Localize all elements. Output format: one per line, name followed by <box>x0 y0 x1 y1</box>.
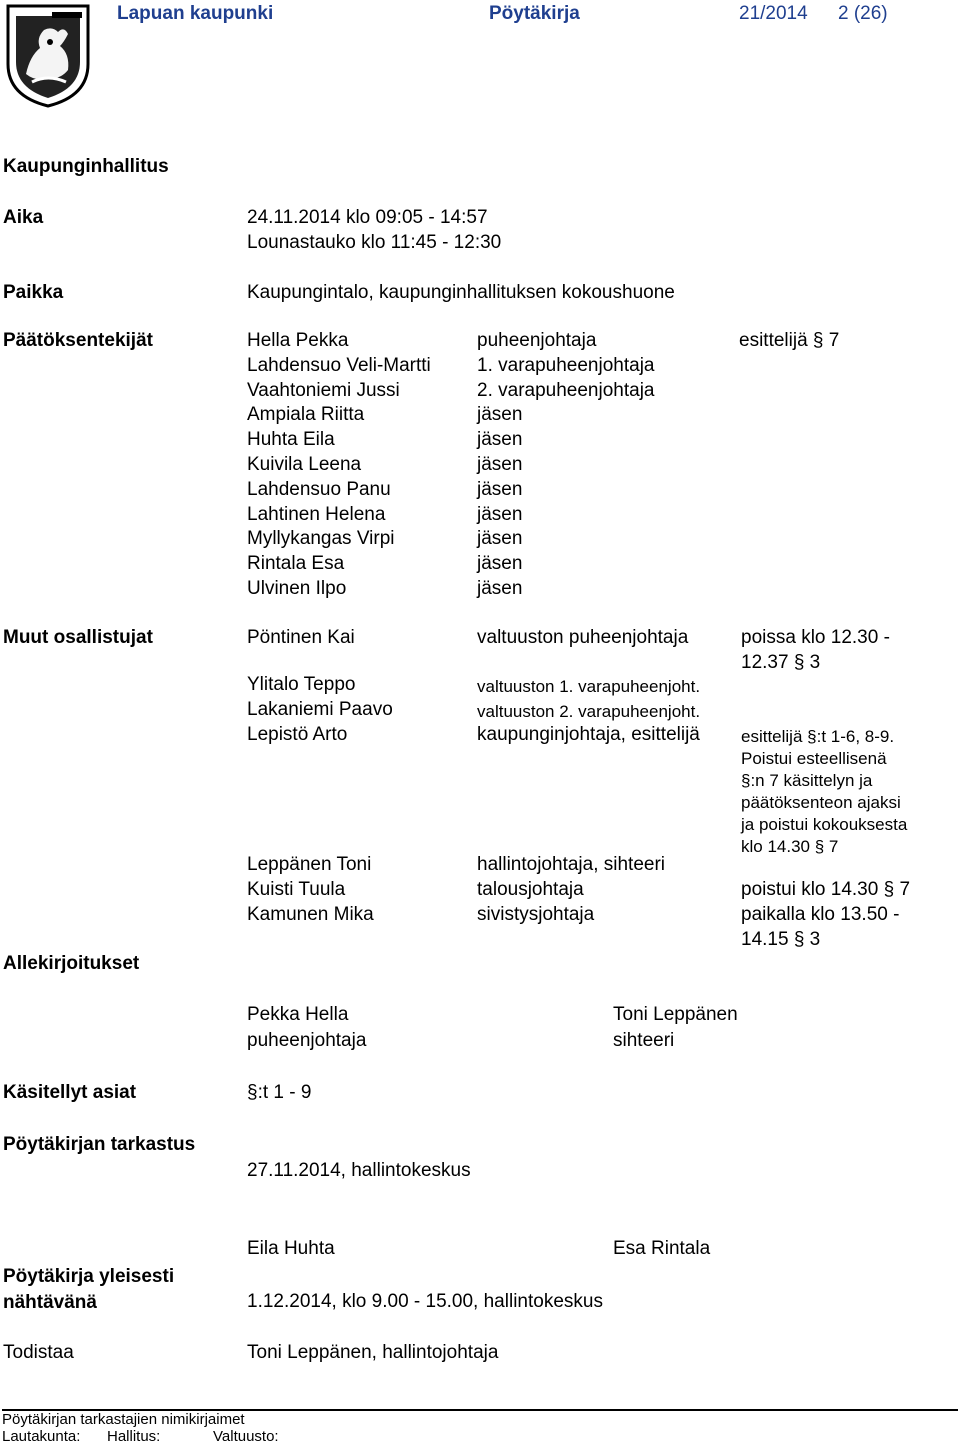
document-type: Pöytäkirja <box>489 3 580 24</box>
member-name: Lahdensuo Panu <box>247 479 391 500</box>
member-note: esittelijä § 7 <box>739 330 840 351</box>
member-role: jäsen <box>477 504 523 525</box>
nahtavana-label: Pöytäkirja yleisesti <box>3 1266 175 1287</box>
participant-note: 12.37 § 3 <box>741 652 821 673</box>
signer-role: puheenjohtaja <box>247 1030 367 1051</box>
member-role: jäsen <box>477 404 523 425</box>
participant-role: kaupunginjohtaja, esittelijä <box>477 724 700 745</box>
participant-note: poistui klo 14.30 § 7 <box>741 879 911 900</box>
participant-name: Leppänen Toni <box>247 854 372 875</box>
participant-role: valtuuston puheenjohtaja <box>477 627 689 648</box>
member-role: puheenjohtaja <box>477 330 597 351</box>
member-role: jäsen <box>477 429 523 450</box>
participant-name: Kamunen Mika <box>247 904 374 925</box>
paatoksentekijat-label: Päätöksentekijät <box>3 330 153 351</box>
signer-name: Pekka Hella <box>247 1004 349 1025</box>
aika-lunch: Lounastauko klo 11:45 - 12:30 <box>247 232 502 253</box>
participant-note: poissa klo 12.30 - <box>741 627 890 648</box>
participant-note: paikalla klo 13.50 - <box>741 904 900 925</box>
member-name: Ampiala Riitta <box>247 404 365 425</box>
paikka-value: Kaupungintalo, kaupunginhallituksen kokoushuone <box>247 282 675 303</box>
participant-note: Poistui esteellisenä <box>741 749 887 768</box>
city-crest-logo <box>6 4 90 108</box>
checker-name: Eila Huhta <box>247 1238 335 1259</box>
footer-hallitus: Hallitus: <box>107 1428 161 1445</box>
organization-name: Lapuan kaupunki <box>117 3 274 24</box>
participant-role: valtuuston 2. varapuheenjoht. <box>477 702 701 721</box>
body-name: Kaupunginhallitus <box>3 156 169 177</box>
participant-role: valtuuston 1. varapuheenjoht. <box>477 677 701 696</box>
participant-note: §:n 7 käsittelyn ja <box>741 771 873 790</box>
kasitellyt-asiat-value: §:t 1 - 9 <box>247 1082 312 1103</box>
participant-role: sivistysjohtaja <box>477 904 595 925</box>
tarkastus-value: 27.11.2014, hallintokeskus <box>247 1160 471 1181</box>
footer-valtuusto: Valtuusto: <box>213 1428 279 1445</box>
participant-note: ja poistui kokouksesta <box>741 815 908 834</box>
participant-name: Ylitalo Teppo <box>247 674 356 695</box>
participant-note: esittelijä §:t 1-6, 8-9. <box>741 727 895 746</box>
participant-name: Lepistö Arto <box>247 724 348 745</box>
nahtavana-label: nähtävänä <box>3 1292 97 1313</box>
member-role: jäsen <box>477 528 523 549</box>
member-name: Rintala Esa <box>247 553 345 574</box>
kasitellyt-asiat-label: Käsitellyt asiat <box>3 1082 137 1103</box>
member-role: jäsen <box>477 454 523 475</box>
aika-time: 24.11.2014 klo 09:05 - 14:57 <box>247 207 488 228</box>
allekirjoitukset-label: Allekirjoitukset <box>3 953 140 974</box>
checker-name: Esa Rintala <box>613 1238 711 1259</box>
participant-name: Lakaniemi Paavo <box>247 699 393 720</box>
member-name: Lahdensuo Veli-Martti <box>247 355 431 376</box>
aika-label: Aika <box>3 207 44 228</box>
document-number: 21/2014 <box>739 3 808 24</box>
paikka-label: Paikka <box>3 282 64 303</box>
member-name: Huhta Eila <box>247 429 335 450</box>
muut-osallistujat-label: Muut osallistujat <box>3 627 153 648</box>
member-role: jäsen <box>477 479 523 500</box>
nahtavana-value: 1.12.2014, klo 9.00 - 15.00, hallintokeskus <box>247 1291 603 1312</box>
participant-role: hallintojohtaja, sihteeri <box>477 854 666 875</box>
member-role: 2. varapuheenjohtaja <box>477 380 655 401</box>
participant-note: klo 14.30 § 7 <box>741 837 839 856</box>
todistaa-value: Toni Leppänen, hallintojohtaja <box>247 1342 499 1363</box>
participant-name: Pöntinen Kai <box>247 627 355 648</box>
member-role: jäsen <box>477 578 523 599</box>
member-role: jäsen <box>477 553 523 574</box>
member-name: Ulvinen Ilpo <box>247 578 347 599</box>
member-name: Myllykangas Virpi <box>247 528 395 549</box>
participant-note: päätöksenteon ajaksi <box>741 793 901 812</box>
member-role: 1. varapuheenjohtaja <box>477 355 655 376</box>
todistaa-label: Todistaa <box>3 1342 74 1363</box>
member-name: Lahtinen Helena <box>247 504 386 525</box>
participant-role: talousjohtaja <box>477 879 584 900</box>
participant-name: Kuisti Tuula <box>247 879 346 900</box>
member-name: Vaahtoniemi Jussi <box>247 380 400 401</box>
signer-role: sihteeri <box>613 1030 675 1051</box>
signer-name: Toni Leppänen <box>613 1004 738 1025</box>
footer-lautakunta: Lautakunta: <box>2 1428 81 1445</box>
member-name: Kuivila Leena <box>247 454 362 475</box>
member-name: Hella Pekka <box>247 330 349 351</box>
participant-note: 14.15 § 3 <box>741 929 821 950</box>
footer-initials-label: Pöytäkirjan tarkastajien nimikirjaimet <box>2 1411 245 1428</box>
tarkastus-label: Pöytäkirjan tarkastus <box>3 1134 196 1155</box>
page-number: 2 (26) <box>838 3 888 24</box>
